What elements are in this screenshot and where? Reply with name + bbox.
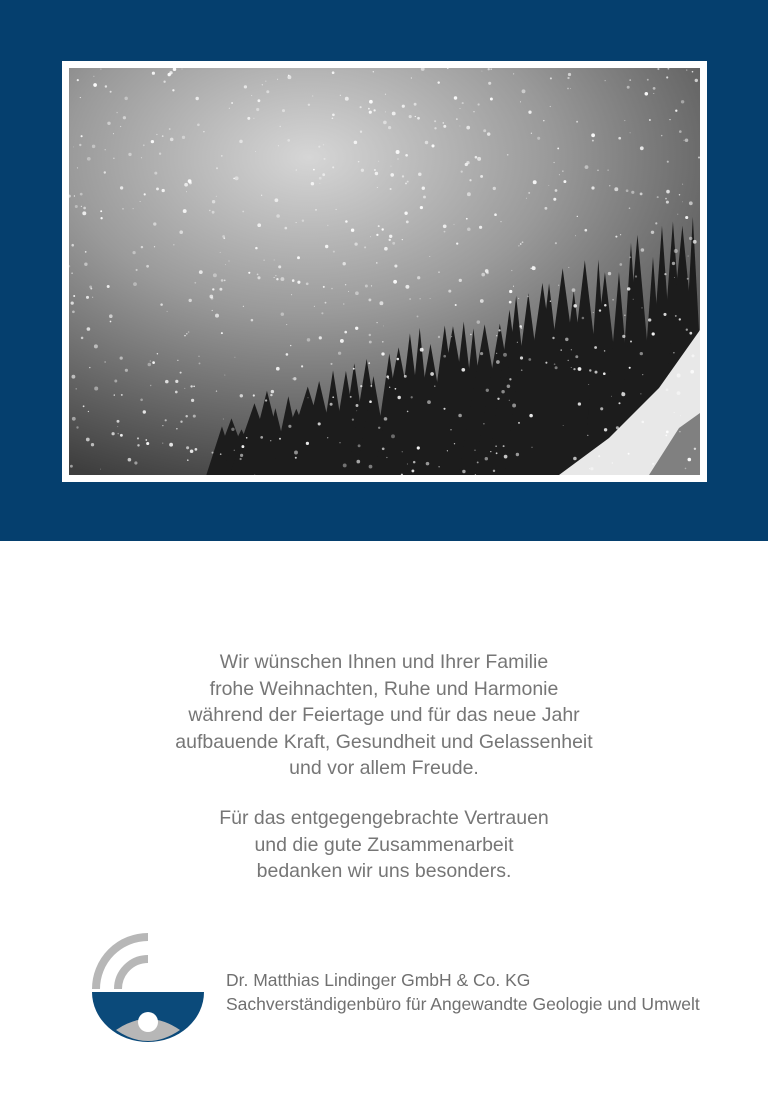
greeting-line: während der Feiertage und für das neue Jahr <box>188 704 580 726</box>
thanks-line: Für das entgegengebrachte Vertrauen <box>219 807 549 829</box>
company-subtitle: Sachverständigenbüro für Angewandte Geologie und Umwelt <box>226 994 700 1014</box>
thanks-line: und die gute Zusammenarbeit <box>254 833 514 856</box>
greeting-line: frohe Weihnachten, Ruhe und Harmonie <box>209 677 559 700</box>
greeting-line: und vor allem Freude. <box>289 757 479 779</box>
company-info <box>226 968 700 1016</box>
company-name: Dr. Matthias Lindinger GmbH & Co. KG <box>226 970 531 990</box>
thanks-line: bedanken wir uns besonders. <box>256 860 512 882</box>
greeting-paragraph <box>0 649 768 782</box>
company-logo <box>86 930 216 1050</box>
greeting-line: Wir wünschen Ihnen und Ihrer Familie <box>219 651 549 673</box>
thanks-paragraph <box>0 805 768 885</box>
greeting-line: aufbauende Kraft, Gesundheit und Gelassenheit <box>175 730 593 753</box>
snowfall-forest-photo <box>69 68 700 475</box>
